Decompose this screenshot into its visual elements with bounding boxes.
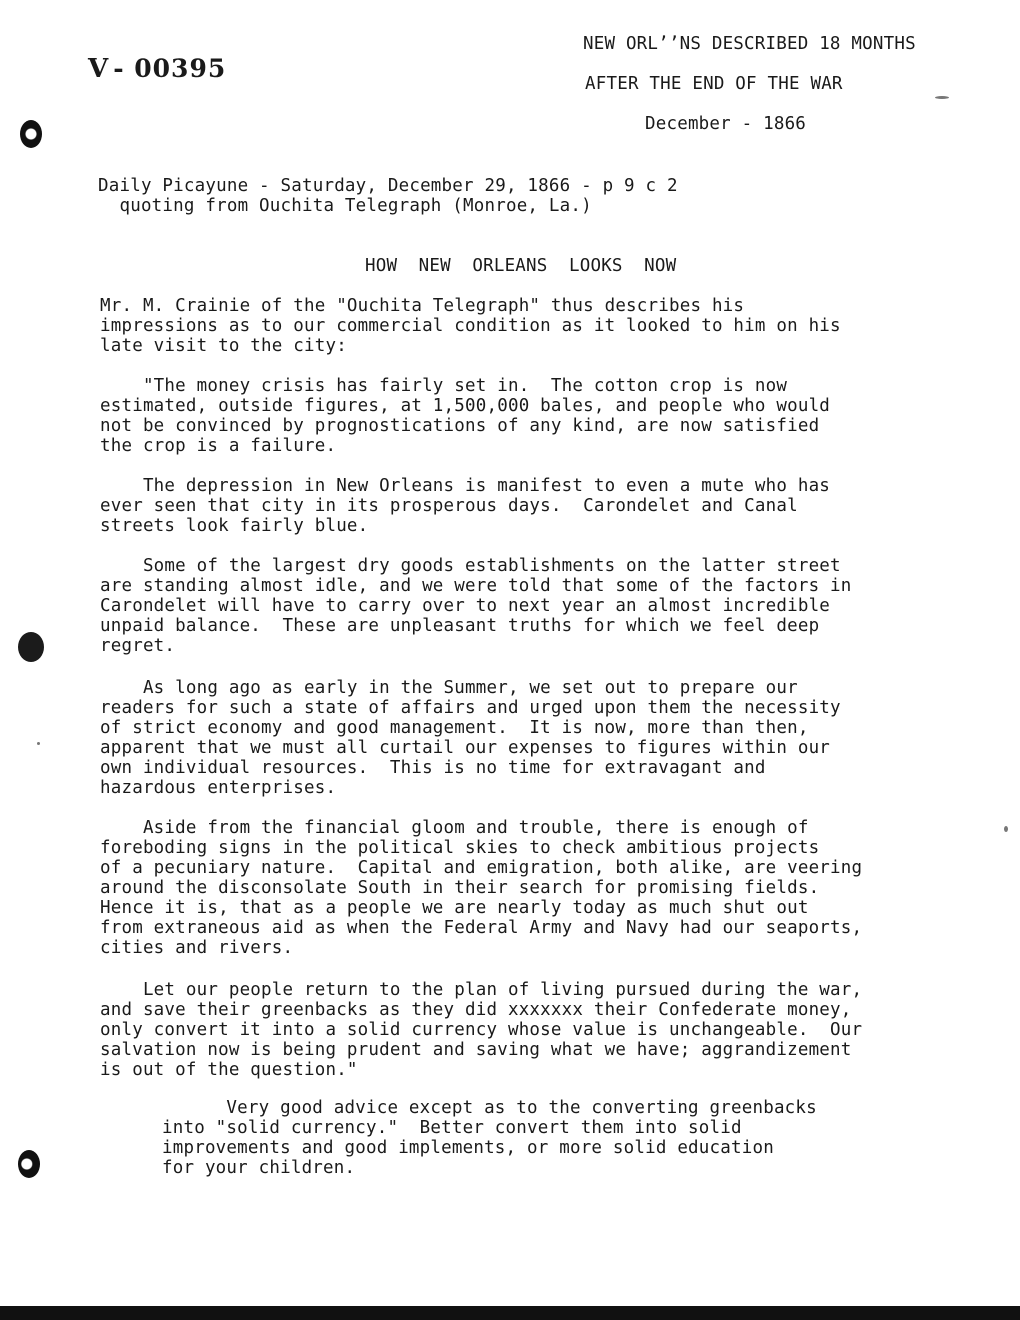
text-line: not be convinced by prognostications of any kind, are now satisfied — [100, 416, 820, 436]
text-line: readers for such a state of affairs and urged upon them the necessity — [100, 698, 841, 718]
text-line: salvation now is being prudent and saving what we have; aggrandizement — [100, 1040, 852, 1060]
text-line: Carondelet will have to carry over to next year an almost incredible — [100, 596, 831, 616]
text-line: for your children. — [162, 1158, 356, 1178]
header-date: December - 1866 — [645, 114, 807, 134]
text-line: Very good advice except as to the converting greenbacks — [162, 1098, 817, 1118]
text-line: apparent that we must all curtail our expenses to figures within our — [100, 738, 831, 758]
text-line: The depression in New Orleans is manifest to even a mute who has — [100, 476, 831, 496]
header-line-1: NEW ORLʼʼNS DESCRIBED 18 MONTHS — [583, 34, 916, 54]
text-line: unpaid balance. These are unpleasant truths for which we feel deep — [100, 616, 820, 636]
text-line: into "solid currency." Better convert them into solid — [162, 1118, 742, 1138]
text-line: around the disconsolate South in their search for promising fields. — [100, 878, 820, 898]
binder-hole-bottom — [18, 1150, 40, 1178]
header-line-2: AFTER THE END OF THE WAR — [585, 74, 843, 94]
scan-bottom-edge — [0, 1306, 1020, 1320]
text-line: Mr. M. Crainie of the "Ouchita Telegraph" thus describes his — [100, 296, 745, 316]
article-title: HOW NEW ORLEANS LOOKS NOW — [365, 256, 677, 276]
text-line: Let our people return to the plan of living pursued during the war, — [100, 980, 863, 1000]
text-line: As long ago as early in the Summer, we set out to prepare our — [100, 678, 798, 698]
text-line: cities and rivers. — [100, 938, 294, 958]
text-line: Aside from the financial gloom and trouble, there is enough of — [100, 818, 809, 838]
text-line: estimated, outside figures, at 1,500,000 bales, and people who would — [100, 396, 831, 416]
stamp-number: - 00395 — [113, 54, 227, 83]
paper-speck — [37, 742, 40, 745]
quote-paragraph-3 — [100, 556, 980, 656]
text-line: own individual resources. This is no time for extravagant and — [100, 758, 766, 778]
source-line-1: Daily Picayune - Saturday, December 29, 1866 - p 9 c 2 — [98, 176, 678, 196]
paper-speck — [1004, 826, 1008, 832]
source-line-2: quoting from Ouchita Telegraph (Monroe, La.) — [98, 196, 592, 216]
quote-paragraph-5 — [100, 818, 980, 958]
text-line: Hence it is, that as a people we are nearly today as much shut out — [100, 898, 809, 918]
text-line: impressions as to our commercial condition as it looked to him on his — [100, 316, 841, 336]
text-line: and save their greenbacks as they did xxxxxxx their Confederate money, — [100, 1000, 852, 1020]
quote-paragraph-2 — [100, 476, 980, 536]
text-line: only convert it into a solid currency whose value is unchangeable. Our — [100, 1020, 863, 1040]
text-line: "The money crisis has fairly set in. The cotton crop is now — [100, 376, 788, 396]
text-line: from extraneous aid as when the Federal Army and Navy had our seaports, — [100, 918, 863, 938]
text-line: hazardous enterprises. — [100, 778, 337, 798]
paper-speck — [935, 96, 949, 99]
binder-hole-middle — [18, 632, 44, 662]
text-line: regret. — [100, 636, 176, 656]
text-line: the crop is a failure. — [100, 436, 337, 456]
text-line: ever seen that city in its prosperous days. Carondelet and Canal — [100, 496, 798, 516]
text-line: late visit to the city: — [100, 336, 347, 356]
text-line: of strict economy and good management. It is now, more than then, — [100, 718, 809, 738]
text-line: improvements and good implements, or more solid education — [162, 1138, 774, 1158]
commentary-paragraph — [162, 1098, 962, 1178]
stamp-mark: V — [88, 54, 110, 84]
quote-paragraph-6 — [100, 980, 980, 1080]
text-line: Some of the largest dry goods establishments on the latter street — [100, 556, 841, 576]
quote-paragraph-4 — [100, 678, 980, 798]
text-line: is out of the question." — [100, 1060, 358, 1080]
binder-hole-top — [20, 120, 42, 148]
text-line: are standing almost idle, and we were told that some of the factors in — [100, 576, 852, 596]
text-line: streets look fairly blue. — [100, 516, 369, 536]
intro-paragraph — [100, 296, 980, 356]
text-line: foreboding signs in the political skies to check ambitious projects — [100, 838, 820, 858]
quote-paragraph-1 — [100, 376, 980, 456]
text-line: of a pecuniary nature. Capital and emigration, both alike, are veering — [100, 858, 863, 878]
archive-stamp — [88, 54, 226, 84]
